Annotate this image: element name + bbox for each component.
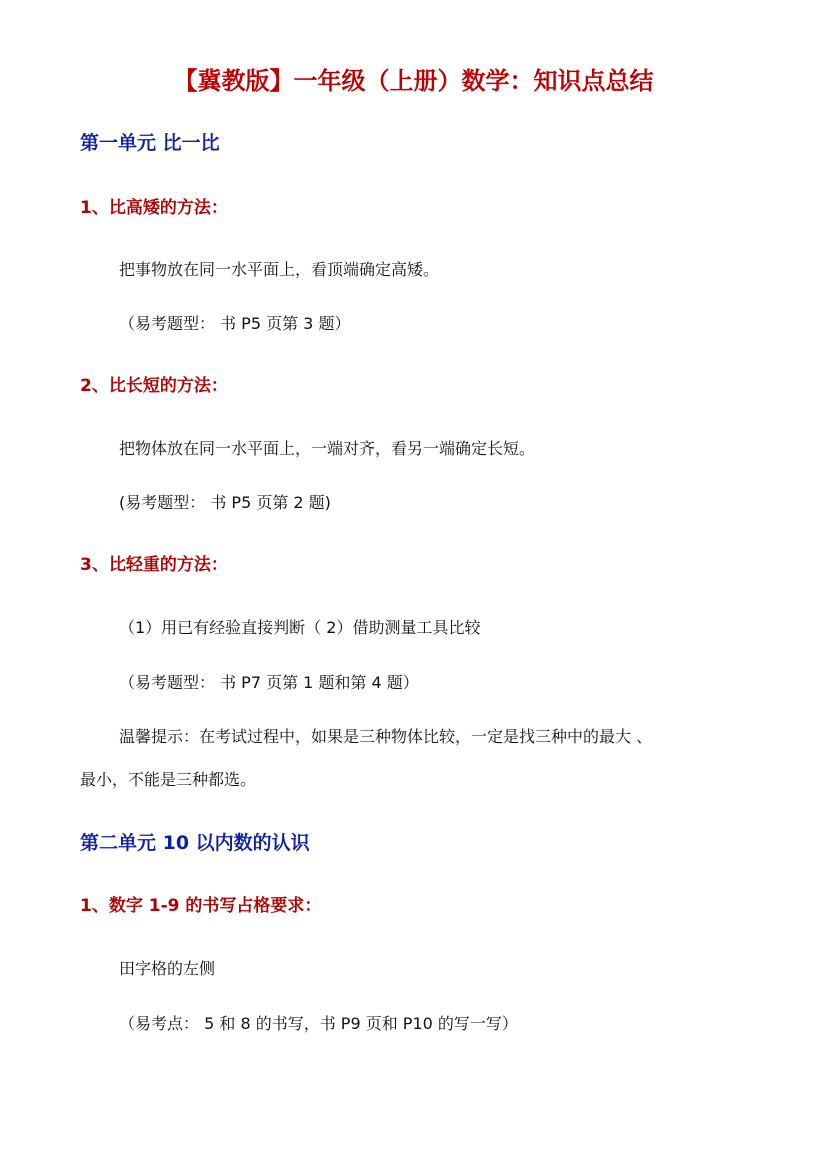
unit-1-point-2-text: 把物体放在同一水平面上，一端对齐，看另一端确定长短。 — [119, 439, 536, 458]
unit-2-point-1-text: 田字格的左侧 — [119, 959, 216, 978]
unit-1-point-3-text: （1）用已有经验直接判断（ 2）借助测量工具比较 — [119, 618, 481, 637]
unit-2-heading: 第二单元 10 以内数的认识 — [80, 832, 310, 854]
unit-1-point-1-heading: 1、比高矮的方法： — [80, 198, 228, 218]
unit-1-point-1-note: （易考题型： 书 P5 页第 3 题） — [119, 314, 351, 333]
document-title: 【冀教版】一年级（上册）数学：知识点总结 — [173, 67, 654, 95]
unit-1-tip-line-2: 最小，不能是三种都选。 — [80, 770, 257, 789]
unit-1-tip-line-1: 温馨提示：在考试过程中，如果是三种物体比较，一定是找三种中的最大 、 — [119, 727, 653, 746]
unit-1-heading: 第一单元 比一比 — [80, 132, 220, 154]
unit-1-point-2-heading: 2、比长短的方法： — [80, 376, 228, 396]
unit-2-point-1-note: （易考点： 5 和 8 的书写，书 P9 页和 P10 的写一写） — [119, 1014, 518, 1033]
unit-1-point-3-heading: 3、比轻重的方法： — [80, 555, 228, 575]
unit-2-point-1-heading: 1、数字 1-9 的书写占格要求： — [80, 896, 322, 916]
unit-1-point-1-text: 把事物放在同一水平面上，看顶端确定高矮。 — [119, 260, 440, 279]
unit-1-point-2-note: (易考题型： 书 P5 页第 2 题) — [119, 493, 331, 512]
unit-1-point-3-note: （易考题型： 书 P7 页第 1 题和第 4 题） — [119, 673, 419, 692]
